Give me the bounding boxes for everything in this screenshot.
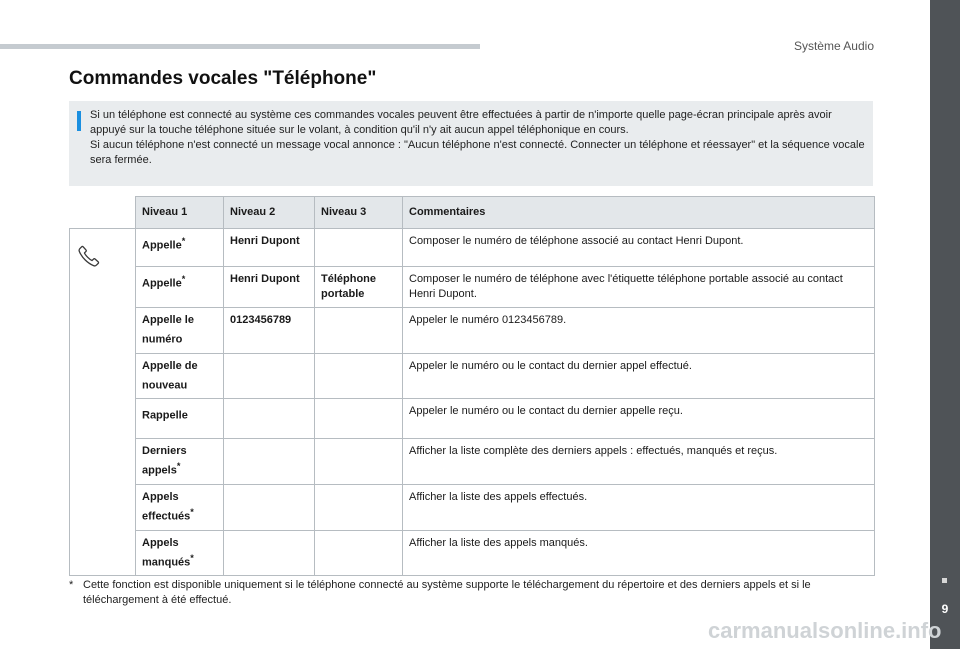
niveau-3-cell [315,399,403,439]
table-row [70,530,875,576]
info-paragraph: Si aucun téléphone n'est connecté un message vocal annonce : "Aucun téléphone n'est connecté. Connecter un téléphone et réessayer" et la séquence vocale sera fermée. [90,139,865,166]
table-row [70,484,875,530]
niveau-3-cell [315,439,403,485]
niveau-1-cell: Appelle* [136,229,224,267]
comment-cell: Afficher la liste des appels manqués. [403,530,875,576]
footnote-text: Cette fonction est disponible uniquement si le téléphone connecté au système supporte le téléchargement du répertoire et des derniers appels et si le téléchargement à été effectué. [83,579,811,606]
side-bar [930,0,960,649]
niveau-2-cell [224,530,315,576]
column-header-niveau-2: Niveau 2 [224,197,315,229]
niveau-1-cell: Appels effectués* [136,484,224,530]
niveau-2-cell [224,353,315,399]
niveau-1-cell: Appelle le numéro [136,308,224,354]
comment-cell: Afficher la liste des appels effectués. [403,484,875,530]
table-header-row [70,197,875,229]
comment-cell: Appeler le numéro ou le contact du dernier appel effectué. [403,353,875,399]
niveau-3-cell [315,353,403,399]
voice-commands-table [69,196,875,576]
niveau-1-cell: Appelle* [136,267,224,308]
comment-cell: Afficher la liste complète des derniers appels : effectués, manqués et reçus. [403,439,875,485]
table-row [70,353,875,399]
info-box [69,101,873,186]
niveau-2-cell: 0123456789 [224,308,315,354]
niveau-3-cell [315,530,403,576]
comment-cell: Composer le numéro de téléphone avec l'étiquette téléphone portable associé au contact Henri Dupont. [403,267,875,308]
niveau-2-cell: Henri Dupont [224,267,315,308]
comment-cell: Appeler le numéro 0123456789. [403,308,875,354]
table-row [70,439,875,485]
watermark: carmanualsonline.info [708,618,942,643]
icon-header-cell [70,197,136,229]
phone-handset-icon [76,243,102,269]
table-row [70,308,875,354]
niveau-1-cell: Appelle de nouveau [136,353,224,399]
icon-cell [70,229,136,576]
comment-cell: Composer le numéro de téléphone associé au contact Henri Dupont. [403,229,875,267]
column-header-commentaires: Commentaires [403,197,875,229]
page-title: Commandes vocales "Téléphone" [69,68,377,89]
niveau-3-cell [315,484,403,530]
info-text [90,108,865,168]
footnote [69,578,869,608]
page-marker [942,578,947,583]
niveau-1-cell: Derniers appels* [136,439,224,485]
niveau-1-cell: Appels manqués* [136,530,224,576]
niveau-3-cell [315,229,403,267]
niveau-2-cell: Henri Dupont [224,229,315,267]
info-paragraph: Si un téléphone est connecté au système ces commandes vocales peuvent être effectuées à partir de n'importe quelle page-écran principale après avoir appuyé sur la touche téléphone située sur le volant, à condition qu'il n'y ait aucun appel téléphonique en cours. [90,109,832,136]
niveau-2-cell [224,399,315,439]
niveau-3-cell: Téléphone portable [315,267,403,308]
info-icon [77,111,81,131]
table-row [70,229,875,267]
top-divider [0,44,480,49]
column-header-niveau-1: Niveau 1 [136,197,224,229]
table-row [70,399,875,439]
comment-cell: Appeler le numéro ou le contact du dernier appelle reçu. [403,399,875,439]
footnote-marker: * [69,579,74,591]
niveau-2-cell [224,484,315,530]
page-number: 9 [941,602,949,616]
niveau-2-cell [224,439,315,485]
section-label: Système Audio [793,39,874,53]
column-header-niveau-3: Niveau 3 [315,197,403,229]
table-row [70,267,875,308]
niveau-1-cell: Rappelle [136,399,224,439]
niveau-3-cell [315,308,403,354]
